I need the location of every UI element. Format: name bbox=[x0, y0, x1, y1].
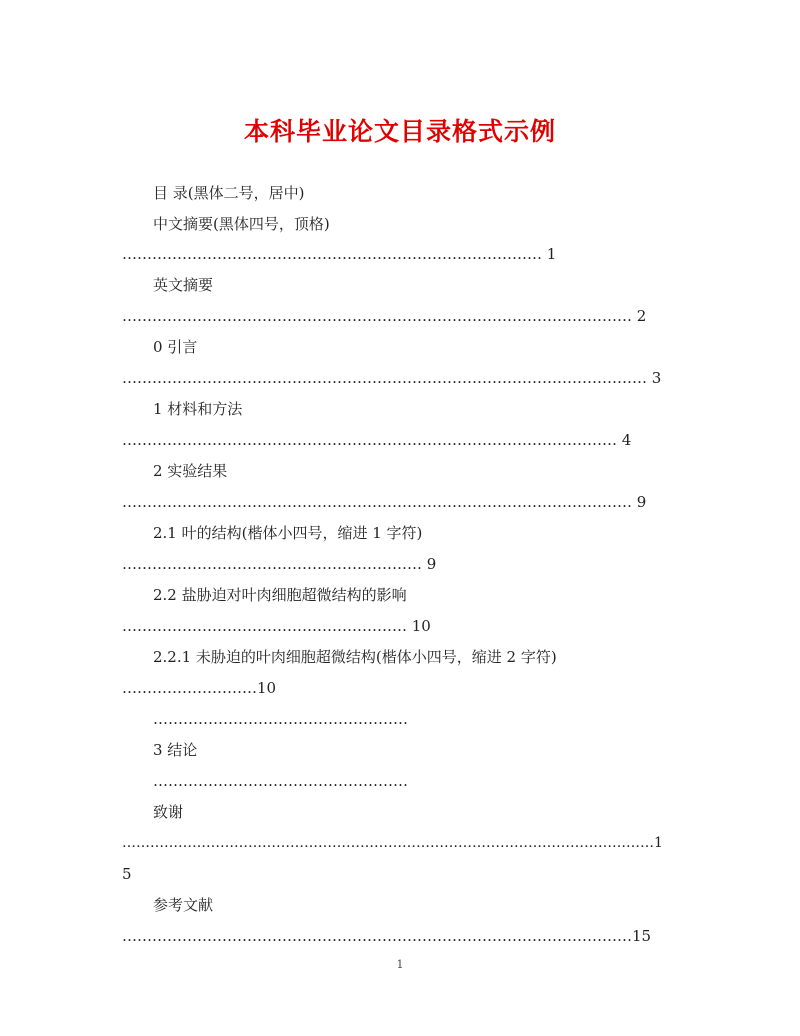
toc-leader-line: ………………………10 bbox=[122, 679, 277, 697]
toc-entry-line: 英文摘要 bbox=[153, 276, 214, 294]
toc-leader-line: ………………………………………………………………………………………… 2 bbox=[122, 307, 647, 325]
toc-entry-line: 0 引言 bbox=[153, 338, 198, 356]
toc-entry-line: 目 录(黑体二号，居中) bbox=[153, 184, 305, 202]
toc-entry-line: 2.1 叶的结构(楷体小四号，缩进 1 字符) bbox=[153, 524, 423, 542]
toc-leader-line: ……………………………………………………………………………………………………1 bbox=[122, 835, 663, 851]
toc-entry-line: 中文摘要(黑体四号，顶格) bbox=[153, 215, 330, 233]
toc-leader-line: …………………………………………………… 9 bbox=[122, 555, 437, 573]
toc-leader-line: ………………………………………………………………………… 1 bbox=[122, 245, 557, 263]
toc-entry-line: 致谢 bbox=[153, 803, 184, 821]
page-number: 1 bbox=[396, 958, 404, 971]
toc-leader-line: …………………………………………………………………………………………15 bbox=[122, 927, 652, 945]
toc-entry-line: 1 材料和方法 bbox=[153, 400, 243, 418]
toc-leader-line: ………………………………………………………………………………………… 9 bbox=[122, 493, 647, 511]
document-title: 本科毕业论文目录格式示例 bbox=[243, 117, 556, 146]
toc-entry-line: 2 实验结果 bbox=[153, 462, 228, 480]
toc-leader-line: ………………………………………………… 10 bbox=[122, 617, 431, 635]
toc-leader-line: ……………………………………………………………………………………… 4 bbox=[122, 431, 632, 449]
toc-leader-line: 5 bbox=[122, 865, 132, 883]
toc-entry-line: 2.2.1 未胁迫的叶肉细胞超微结构(楷体小四号，缩进 2 字符) bbox=[153, 648, 557, 666]
toc-entry-line: 参考文献 bbox=[153, 896, 214, 914]
toc-entry-line: 2.2 盐胁迫对叶肉细胞超微结构的影响 bbox=[153, 586, 407, 604]
toc-entry-line: …………………………………………… bbox=[153, 710, 408, 728]
toc-entry-line: 3 结论 bbox=[153, 741, 198, 759]
toc-leader-line: …………………………………………………………………………………………… 3 bbox=[122, 369, 662, 387]
toc-entry-line: …………………………………………… bbox=[153, 772, 408, 790]
